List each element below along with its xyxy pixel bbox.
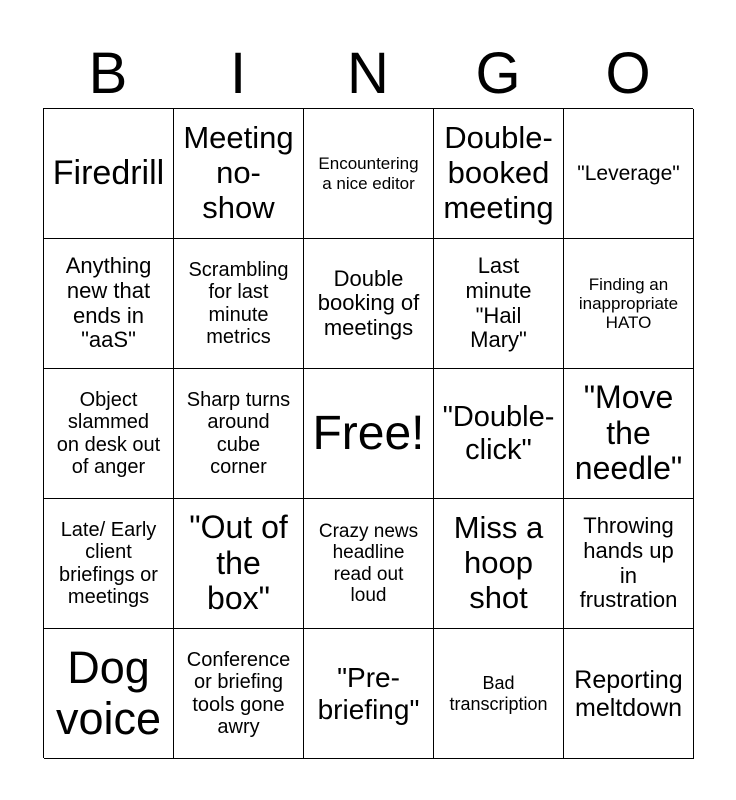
- bingo-cell[interactable]: [434, 239, 564, 369]
- cell-text: Reporting meltdown: [574, 665, 683, 722]
- cell-text: Double booking of meetings: [317, 265, 420, 340]
- bingo-header: [43, 40, 693, 108]
- cell-text: Anything new that ends in "aaS": [65, 253, 152, 353]
- bingo-cell[interactable]: [564, 499, 694, 629]
- bingo-cell[interactable]: [44, 369, 174, 499]
- cell-text: Finding an inappropriate HATO: [578, 274, 679, 333]
- cell-text: Firedrill: [52, 154, 165, 193]
- cell-text: Sharp turns around cube corner: [186, 388, 291, 478]
- cell-text: Meeting no- show: [183, 120, 294, 225]
- cell-text: Throwing hands up in frustration: [579, 513, 678, 613]
- bingo-board: [43, 108, 693, 758]
- bingo-cell[interactable]: [44, 239, 174, 369]
- bingo-cell[interactable]: [174, 369, 304, 499]
- cell-text: Dog voice: [55, 642, 162, 744]
- bingo-cell[interactable]: [304, 239, 434, 369]
- bingo-cell[interactable]: [564, 369, 694, 499]
- cell-text: Object slammed on desk out of anger: [56, 388, 161, 478]
- cell-text: Miss a hoop shot: [453, 510, 544, 615]
- cell-text: Crazy news headline read out loud: [318, 520, 419, 606]
- header-letter-g: G: [475, 41, 521, 106]
- cell-text: "Leverage": [577, 161, 680, 185]
- cell-text: Encountering a nice editor: [318, 154, 419, 193]
- free-space-cell[interactable]: [304, 369, 434, 499]
- cell-text: "Out of the box": [189, 508, 288, 617]
- header-letter-b: B: [88, 41, 128, 106]
- cell-text: "Move the needle": [574, 378, 683, 487]
- header-letter-o: O: [605, 41, 651, 106]
- cell-text: "Double- click": [442, 401, 555, 466]
- bingo-cell[interactable]: [44, 109, 174, 239]
- free-space-text: Free!: [312, 406, 425, 460]
- bingo-cell[interactable]: [434, 109, 564, 239]
- bingo-cell[interactable]: [174, 239, 304, 369]
- bingo-cell[interactable]: [44, 629, 174, 759]
- bingo-cell[interactable]: [44, 499, 174, 629]
- bingo-cell[interactable]: [304, 629, 434, 759]
- cell-text: Last minute "Hail Mary": [465, 253, 532, 353]
- cell-text: Bad transcription: [449, 673, 548, 714]
- bingo-cell[interactable]: [564, 109, 694, 239]
- cell-text: Late/ Early client briefings or meetings: [59, 518, 158, 608]
- bingo-cell[interactable]: [174, 499, 304, 629]
- cell-text: Double- booked meeting: [443, 120, 554, 225]
- header-letter-n: N: [347, 41, 389, 106]
- bingo-cell[interactable]: [304, 499, 434, 629]
- cell-text: Scrambling for last minute metrics: [188, 258, 289, 348]
- bingo-cell[interactable]: [174, 629, 304, 759]
- bingo-cell[interactable]: [564, 239, 694, 369]
- bingo-cell[interactable]: [304, 109, 434, 239]
- bingo-cell[interactable]: [434, 629, 564, 759]
- bingo-cell[interactable]: [564, 629, 694, 759]
- cell-text: Conference or briefing tools gone awry: [186, 648, 291, 738]
- bingo-cell[interactable]: [434, 499, 564, 629]
- bingo-cell[interactable]: [434, 369, 564, 499]
- cell-text: "Pre- briefing": [317, 662, 420, 725]
- header-letter-i: I: [229, 41, 247, 106]
- bingo-cell[interactable]: [174, 109, 304, 239]
